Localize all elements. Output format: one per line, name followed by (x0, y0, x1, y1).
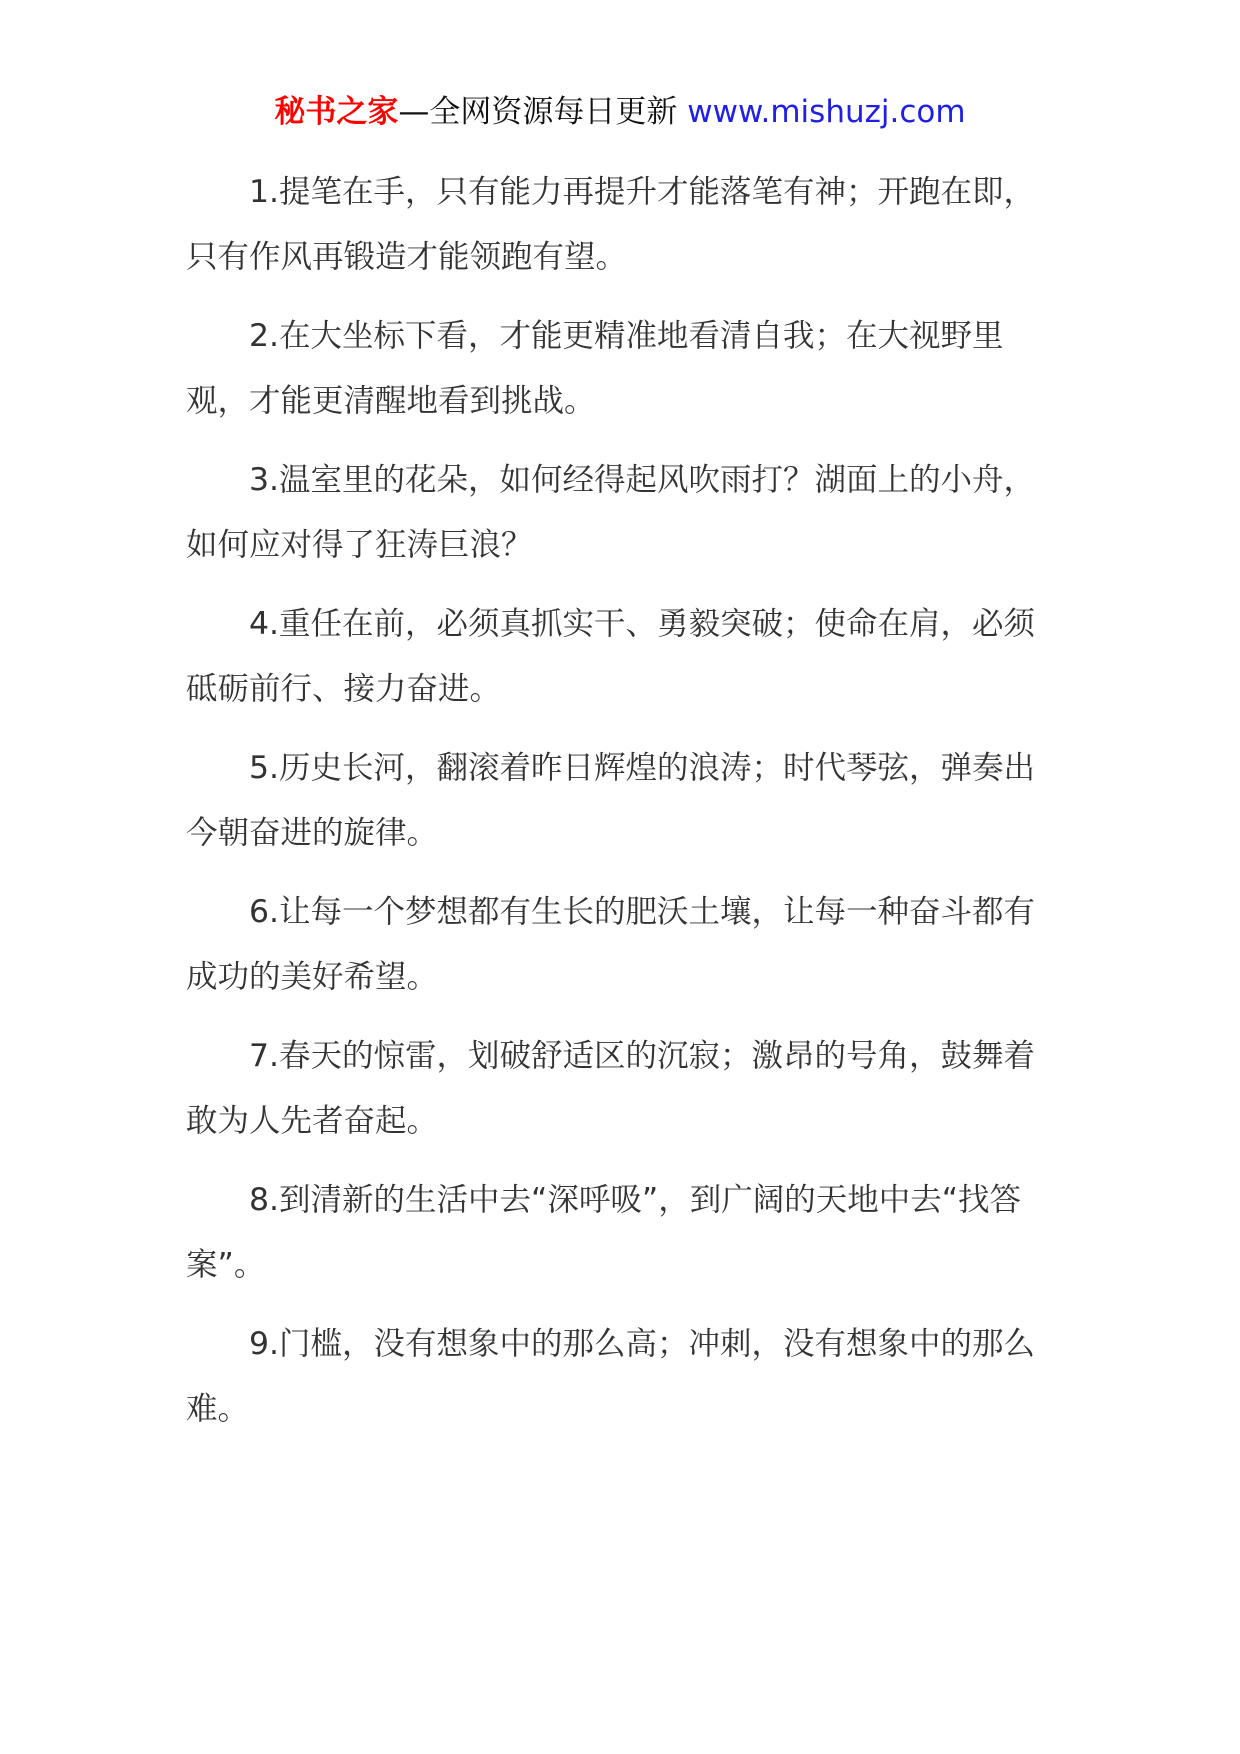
paragraph-1: 1.提笔在手，只有能力再提升才能落笔有神；开跑在即，只有作风再锻造才能领跑有望。 (186, 174, 1036, 275)
paragraph-9: 9.门槛，没有想象中的那么高；冲刺，没有想象中的那么难。 (186, 1326, 1036, 1427)
paragraph-6: 6.让每一个梦想都有生长的肥沃土壤，让每一种奋斗都有成功的美好希望。 (186, 894, 1036, 995)
brand-name: 秘书之家 (274, 94, 399, 130)
paragraph-7: 7.春天的惊雷，划破舒适区的沉寂；激昂的号角，鼓舞着敢为人先者奋起。 (186, 1038, 1036, 1139)
paragraph-2: 2.在大坐标下看，才能更精准地看清自我；在大视野里观，才能更清醒地看到挑战。 (186, 318, 1004, 419)
paragraph-8: 8.到清新的生活中去“深呼吸”，到广阔的天地中去“找答案”。 (186, 1182, 1022, 1283)
document-body (186, 160, 1066, 1456)
paragraph-5: 5.历史长河，翻滚着昨日辉煌的浪涛；时代琴弦，弹奏出今朝奋进的旋律。 (186, 750, 1036, 851)
paragraph-3: 3.温室里的花朵，如何经得起风吹雨打？湖面上的小舟，如何应对得了狂涛巨浪？ (186, 462, 1036, 563)
page-header (0, 92, 1240, 132)
site-url-link[interactable]: www.mishuzj.com (687, 94, 966, 130)
header-tagline: —全网资源每日更新 (398, 94, 678, 130)
paragraph-4: 4.重任在前，必须真抓实干、勇毅突破；使命在肩，必须砥砺前行、接力奋进。 (186, 606, 1036, 707)
